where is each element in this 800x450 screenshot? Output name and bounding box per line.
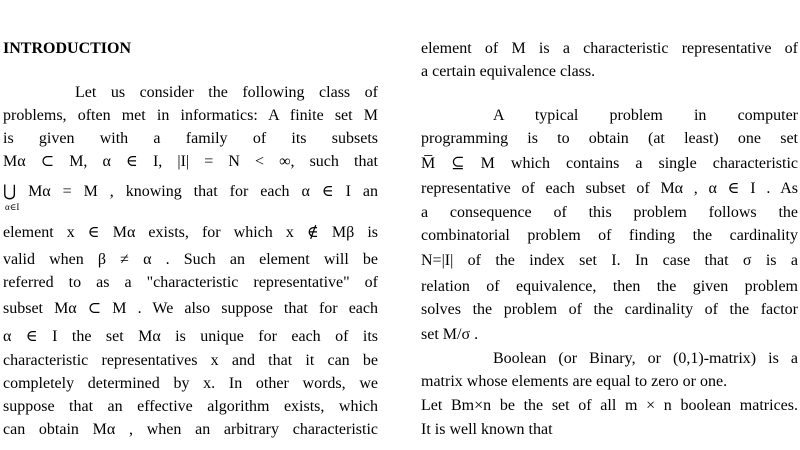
- paragraph-line: can obtain Mα , when an arbitrary characteristic: [3, 421, 378, 438]
- paragraph-line: characteristic representatives x and that it can be: [3, 352, 378, 369]
- paragraph-line: relation of equivalence, then the given problem: [421, 278, 798, 295]
- paragraph-line: Let Bm×n be the set of all m × n boolean matrices.: [421, 397, 798, 414]
- paragraph-line: A typical problem in computer: [493, 107, 798, 124]
- paragraph-line: referred to as a "characteristic representative" of: [3, 274, 378, 291]
- paragraph-line: subset Mα ⊂ M . We also suppose that for each: [3, 300, 378, 317]
- paragraph-line: Boolean (or Binary, or (0,1)-matrix) is a: [493, 350, 798, 367]
- paragraph-line: M̅ ⊆ M which contains a single characteristic: [421, 155, 798, 172]
- paragraph-line: element of M is a characteristic representative of: [421, 40, 798, 57]
- paragraph-line: is given with a family of its subsets: [3, 130, 378, 147]
- paragraph-line: representative of each subset of Mα , α ∈ I . As: [421, 180, 798, 197]
- union-index: α∈I: [5, 202, 20, 212]
- paragraph-line: It is well known that: [421, 421, 553, 438]
- paragraph-line: completely determined by x. In other words, we: [3, 375, 378, 392]
- paragraph-line: valid when β ≠ α . Such an element will be: [3, 251, 378, 268]
- section-heading: INTRODUCTION: [3, 40, 132, 57]
- paragraph-line: Mα ⊂ M, α ∈ I, |I| = N < ∞, such that: [3, 153, 378, 170]
- paragraph-line: problems, often met in informatics: A finite set M: [3, 107, 378, 124]
- paragraph-line: set M/σ .: [421, 326, 479, 343]
- paragraph-line: Let us consider the following class of: [75, 84, 378, 101]
- paragraph-line: programming is to obtain (at least) one set: [421, 130, 798, 147]
- paragraph-line: N=|I| of the index set I. In case that σ is a: [421, 252, 798, 269]
- paragraph-line: a consequence of this problem follows the: [421, 204, 798, 221]
- paragraph-line: solves the problem of the cardinality of the factor: [421, 301, 798, 318]
- paragraph-line: a certain equivalence class.: [421, 63, 596, 80]
- paragraph-line: suppose that an effective algorithm exists, which: [3, 398, 378, 415]
- paragraph-line: ⋃ Mα = M , knowing that for each α ∈ I an: [3, 183, 378, 200]
- paragraph-line: matrix whose elements are equal to zero or one.: [421, 373, 728, 390]
- paragraph-line: α ∈ I the set Mα is unique for each of its: [3, 328, 378, 345]
- paragraph-line: combinatorial problem of finding the cardinality: [421, 227, 798, 244]
- paragraph-line: element x ∈ Mα exists, for which x ∉ Mβ is: [3, 224, 378, 241]
